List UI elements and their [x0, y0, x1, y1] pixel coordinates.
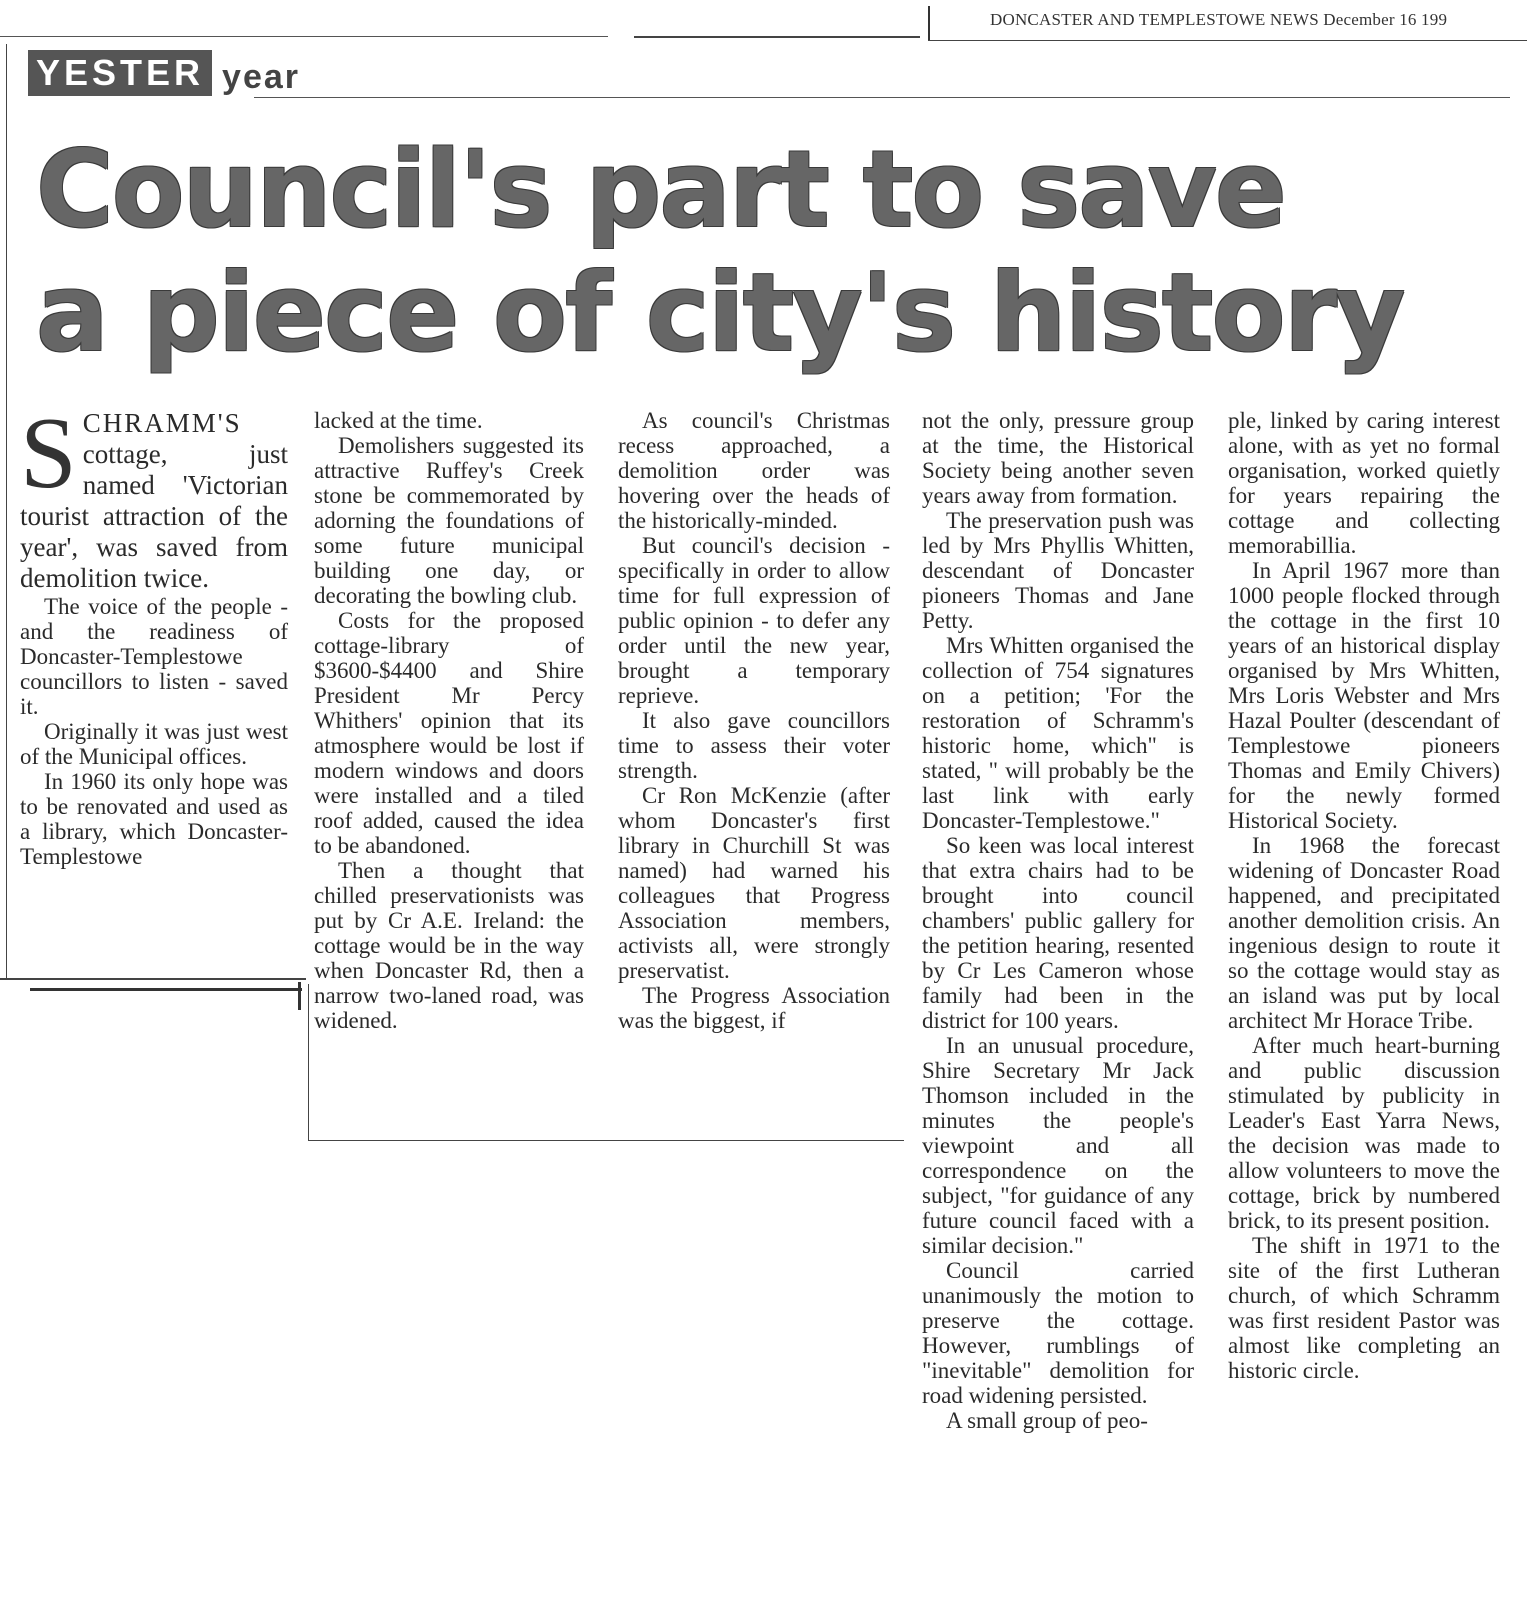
frame-bottom-thick-rule: [30, 988, 302, 991]
article-column-4: [922, 408, 1194, 1433]
section-rule: [254, 97, 1510, 98]
paragraph: The voice of the people - and the readiness of Doncaster-Templestowe councillors to listen - saved it.: [20, 594, 288, 719]
paragraph: So keen was local interest that extra chairs had to be brought into council chambers' public gallery for the petition hearing, resented by Cr Les Cameron whose family had been in the district for 100 years.: [922, 833, 1194, 1033]
paragraph: In April 1967 more than 1000 people flocked through the cottage in the first 10 years of an historical display organised by Mrs Whitten, Mrs Loris Webster and Mrs Hazal Poulter (descendant of Templestowe pioneers Thomas and Emily Chivers) for the newly formed Historical Society.: [1228, 558, 1500, 833]
headline-line-2: a piece of city's history: [36, 251, 1404, 376]
paragraph: Mrs Whitten organised the collection of 754 signatures on a petition; 'For the restoration of Schramm's historic home, which" is stated, " will probably be the last link with early Doncaster-Templestowe.": [922, 633, 1194, 833]
paragraph: In 1960 its only hope was to be renovated and used as a library, which Doncaster-Templestowe: [20, 769, 288, 869]
masthead: [928, 6, 1508, 40]
paragraph: A small group of peo-: [946, 1408, 1148, 1433]
paragraph: The Progress Association was the biggest, if: [618, 983, 890, 1033]
paragraph: In 1968 the forecast widening of Doncaster Road happened, and precipitated another demolition crisis. An ingenious design to route it so the cottage would stay as an island was put by local architect Mr Horace Tribe.: [1228, 833, 1500, 1033]
frame-inner-vertical-rule: [308, 984, 309, 1140]
section-flag-word: year: [222, 58, 301, 96]
article-column-1: [20, 397, 288, 869]
paragraph: Council carried unanimously the motion to preserve the cottage. However, rumblings of "inevitable" demolition for road widening persisted.: [922, 1258, 1194, 1408]
top-rule-middle: [634, 36, 920, 38]
frame-corner-tick: [298, 982, 301, 1010]
masthead-rule: [928, 40, 1527, 41]
paragraph: After much heart-burning and public discussion stimulated by publicity in Leader's East Yarra News, the decision was made to allow volunteers to move the cottage, brick by numbered brick, to its present position.: [1228, 1033, 1500, 1233]
frame-bottom-rule: [0, 978, 306, 980]
masthead-text: DONCASTER AND TEMPLESTOWE NEWS December 16 199: [990, 10, 1448, 29]
paragraph-continuation: not the only, pressure group at the time, the Historical Society being another seven years away from formation.: [922, 408, 1194, 508]
frame-inner-bottom-rule: [308, 1140, 904, 1141]
section-flag: [28, 50, 300, 96]
paragraph: It also gave councillors time to assess their voter strength.: [618, 708, 890, 783]
top-rule-left: [0, 36, 608, 37]
article-column-3: [618, 408, 890, 1033]
intro-text: cottage, just named 'Victorian tourist attraction of the year', was saved from demolition twice.: [20, 439, 288, 593]
headline: [36, 128, 1496, 376]
paragraph-continuation: ple, linked by caring interest alone, with as yet no formal organisation, worked quietly for years repairing the cottage and collecting memorabillia.: [1228, 408, 1500, 558]
headline-line-1: Council's part to save: [36, 128, 1285, 251]
paragraph: Originally it was just west of the Municipal offices.: [20, 719, 288, 769]
paragraph: Demolishers suggested its attractive Ruffey's Creek stone be commemorated by adorning the foundations of some future municipal building one day, or decorating the bowling club.: [314, 433, 584, 608]
paragraph: But council's decision - specifically in order to allow time for full expression of public opinion - to defer any order until the new year, brought a temporary reprieve.: [618, 533, 890, 708]
paragraph-continuation: lacked at the time.: [314, 408, 483, 433]
article-column-5: [1228, 408, 1500, 1383]
paragraph: As council's Christmas recess approached, a demolition order was hovering over the heads of the historically-minded.: [618, 408, 890, 533]
article-intro: [20, 397, 288, 594]
frame-left-rule: [6, 44, 7, 978]
paragraph: Then a thought that chilled preservationists was put by Cr A.E. Ireland: the cottage would be in the way when Doncaster Rd, then a narrow two-laned road, was widened.: [314, 858, 584, 1033]
article-column-2: [314, 408, 584, 1033]
paragraph: Cr Ron McKenzie (after whom Doncaster's first library in Churchill St was named) had warned his colleagues that Progress Association members, activists all, were strongly preservatist.: [618, 783, 890, 983]
paragraph: The shift in 1971 to the site of the first Lutheran church, of which Schramm was first resident Pastor was almost like completing an historic circle.: [1228, 1233, 1500, 1383]
paragraph: Costs for the proposed cottage-library of $3600-$4400 and Shire President Mr Percy Whithers' opinion that its atmosphere would be lost if modern windows and doors were installed and a tiled roof added, caused the idea to be abandoned.: [314, 608, 584, 858]
intro-lead-word: CHRAMM'S: [82, 408, 242, 438]
paragraph: The preservation push was led by Mrs Phyllis Whitten, descendant of Doncaster pioneers Thomas and Jane Petty.: [922, 508, 1194, 633]
section-flag-box: YESTER: [28, 50, 212, 96]
paragraph: In an unusual procedure, Shire Secretary Mr Jack Thomson included in the minutes the people's viewpoint and all correspondence on the subject, "for guidance of any future council faced with a similar decision.": [922, 1033, 1194, 1258]
drop-cap: S: [20, 397, 77, 510]
